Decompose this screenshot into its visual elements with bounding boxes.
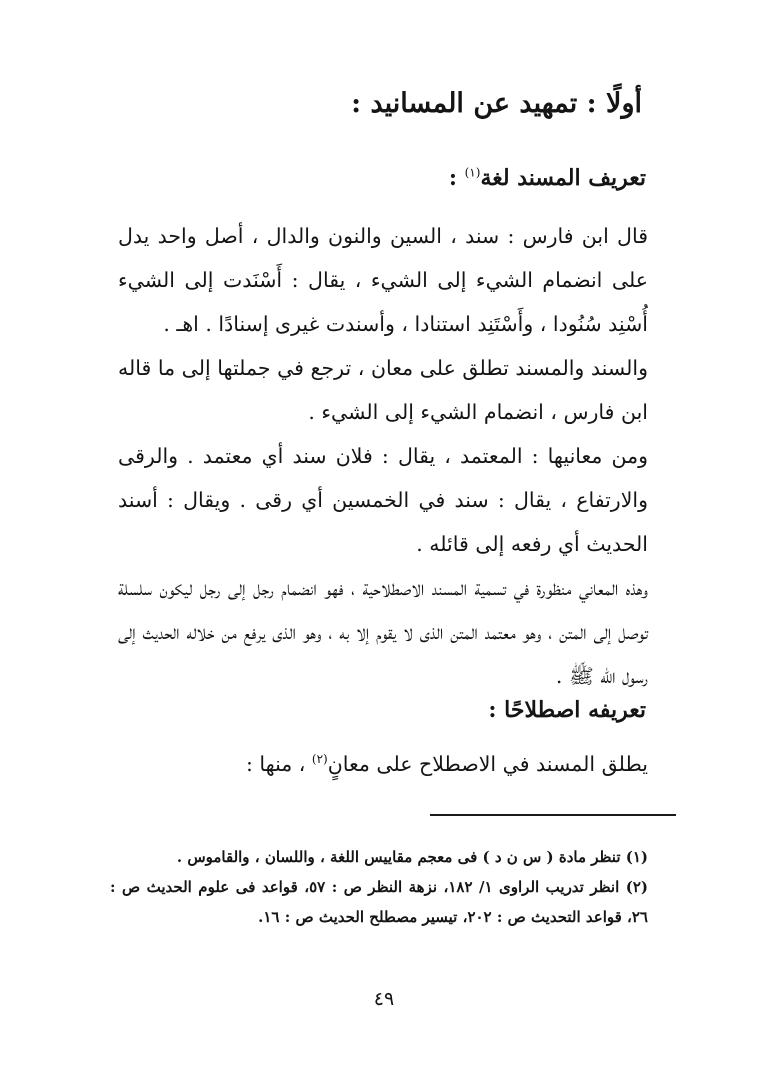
footnote-separator bbox=[430, 814, 676, 816]
paragraph-technical-meanings bbox=[246, 742, 648, 786]
section-heading: أولًا : تمهيد عن المسانيد : bbox=[351, 88, 642, 119]
footnotes bbox=[110, 842, 648, 932]
paragraph-ibn-faris: قال ابن فارس : سند ، السين والنون والدال ، أصل واحد يدل على انضمام الشيء إلى الشيء ، يقال : أَسْنَدت إلى الشيء أُسْنِد سُنُودا ، وأَسْتَنِد استنادا ، وأسندت غيرى إسنادًا . اهـ . bbox=[118, 224, 648, 336]
paragraph-terminology-link: وهذه المعاني منظورة في تسمية المسند الاصطلاحية ، فهو انضمام رجل إلى رجل ليكون سلسلة توصل إلى المتن ، وهو معتمد المتن الذى لا يقوم إلا به ، وهو الذى يرفع من خلاله الحديث إلى رسول الله ﷺ . bbox=[118, 576, 648, 688]
footnote-ref-2[interactable]: (٢) bbox=[311, 752, 328, 767]
paragraph-sanad-meanings: والسند والمسند تطلق على معان ، ترجع في جملتها إلى ما قاله ابن فارس ، انضمام الشيء إلى الشيء . bbox=[118, 356, 648, 424]
paragraph-other-meanings: ومن معانيها : المعتمد ، يقال : فلان سند أي معتمد . والرقى والارتفاع ، يقال : سند في الخمسين أي رقى . ويقال : أسند الحديث أي رفعه إلى قائله . bbox=[118, 444, 648, 556]
linguistic-definition-heading bbox=[449, 160, 646, 196]
footnote-1: (١) تنظر مادة ( س ن د ) فى معجم مقاييس اللغة ، واللسان ، والقاموس . bbox=[176, 848, 648, 866]
footnote-ref-1[interactable]: (١) bbox=[464, 165, 481, 180]
technical-meanings-text: يطلق المسند في الاصطلاح على معانٍ bbox=[327, 752, 648, 776]
technical-definition-heading: تعريفه اصطلاحًا : bbox=[488, 697, 646, 723]
technical-meanings-suffix: ، منها : bbox=[245, 752, 312, 776]
footnote-2: (٢) انظر تدريب الراوى ١/ ١٨٢، نزهة النظر ص : ٥٧، قواعد فى علوم الحديث ص : ٢٦، قواعد التحديث ص : ٢٠٢، تيسير مصطلح الحديث ص : ١٦. bbox=[110, 878, 648, 926]
heading-colon: : bbox=[448, 165, 465, 191]
page-number: ٤٩ bbox=[373, 988, 395, 1010]
linguistic-definition-title: تعريف المسند لغة bbox=[480, 165, 646, 191]
